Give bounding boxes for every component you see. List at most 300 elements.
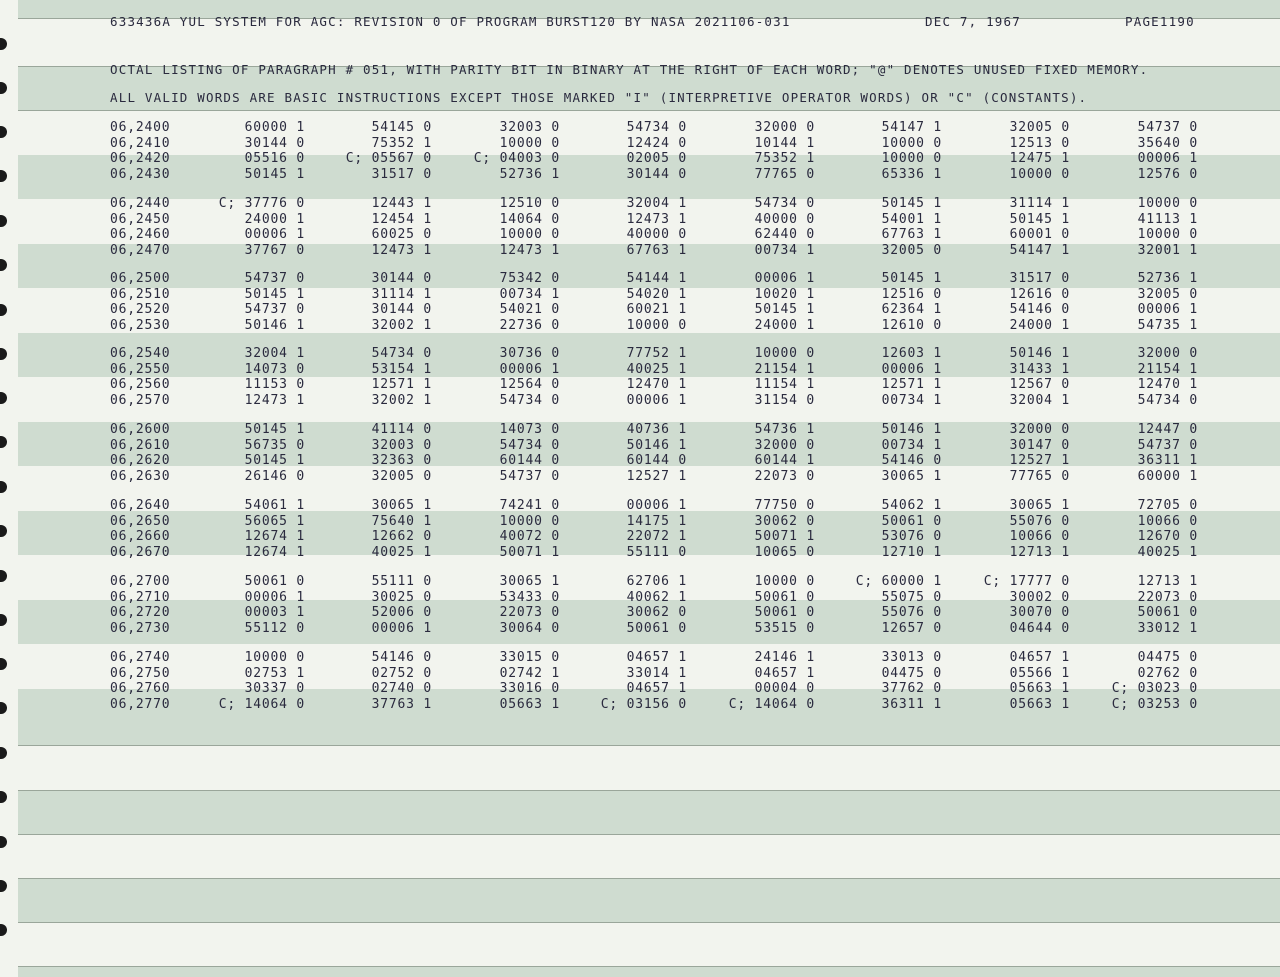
word-cell: 00734 1 (499, 286, 560, 302)
word-cell: 30144 0 (626, 166, 687, 182)
address-cell: 06,2570 (110, 392, 171, 408)
word-cell: 10000 0 (881, 151, 942, 166)
word-cell: 10066 0 (1137, 513, 1198, 529)
word-cell: 54734 0 (371, 346, 432, 361)
word-cell: 55076 0 (881, 605, 942, 620)
word-cell: 02005 0 (626, 151, 687, 166)
listing-row (0, 605, 1280, 621)
word-cell: 32000 0 (1009, 422, 1070, 437)
word-cell: C; 03156 0 (600, 696, 687, 712)
word-cell: 50145 1 (881, 271, 942, 286)
address-cell: 06,2430 (110, 166, 171, 182)
word-cell: 72705 0 (1137, 498, 1198, 513)
address-cell: 06,2550 (110, 361, 171, 377)
word-cell: 31517 0 (1009, 271, 1070, 286)
word-cell: 41114 0 (371, 422, 432, 437)
word-cell: C; 03023 0 (1111, 681, 1198, 696)
word-cell: 11153 0 (244, 377, 305, 392)
address-cell: 06,2530 (110, 317, 171, 333)
word-cell: C; 14064 0 (728, 696, 815, 712)
word-cell: 40072 0 (499, 529, 560, 544)
word-cell: 54737 0 (1137, 437, 1198, 453)
word-cell: 12516 0 (881, 286, 942, 302)
word-cell: 30065 1 (499, 574, 560, 589)
word-cell: 10066 0 (1009, 529, 1070, 544)
word-cell: 32005 0 (1137, 286, 1198, 302)
address-cell: 06,2450 (110, 211, 171, 227)
listing-row (0, 621, 1280, 637)
word-cell: 12567 0 (1009, 377, 1070, 392)
word-cell: 12473 1 (499, 242, 560, 258)
address-cell: 06,2670 (110, 544, 171, 560)
feed-hole (0, 259, 7, 271)
listing-row (0, 650, 1280, 666)
listing-row (0, 469, 1280, 485)
word-cell: 02740 0 (371, 681, 432, 696)
word-cell: 50145 1 (244, 166, 305, 182)
word-cell: 10000 0 (244, 650, 305, 665)
word-cell: 24000 1 (754, 317, 815, 333)
word-cell: 00004 0 (754, 681, 815, 696)
word-cell: 10000 0 (499, 513, 560, 529)
word-cell: 31517 0 (371, 166, 432, 182)
word-cell: 14073 0 (499, 422, 560, 437)
paper-rule (18, 745, 1280, 746)
word-cell: 75640 1 (371, 513, 432, 529)
paper-band (18, 790, 1280, 834)
word-cell: 31114 1 (371, 286, 432, 302)
word-cell: 12564 0 (499, 377, 560, 392)
word-cell: 00734 1 (881, 392, 942, 408)
word-cell: 26146 0 (244, 468, 305, 484)
word-cell: 12447 0 (1137, 422, 1198, 437)
word-cell: 32003 0 (499, 120, 560, 135)
word-cell: 54735 1 (1137, 317, 1198, 333)
address-cell: 06,2730 (110, 620, 171, 636)
listing-title: 633436A YUL SYSTEM FOR AGC: REVISION 0 OF PROGRAM BURST120 BY NASA 2021106-031 (110, 14, 791, 29)
word-cell: 12713 1 (1137, 574, 1198, 589)
word-cell: 50145 1 (244, 422, 305, 437)
word-cell: 54737 0 (499, 468, 560, 484)
word-cell: 54146 0 (1009, 302, 1070, 317)
word-cell: C; 03253 0 (1111, 696, 1198, 712)
feed-hole (0, 924, 7, 936)
word-cell: 50061 0 (626, 620, 687, 636)
word-cell: 10000 0 (499, 135, 560, 151)
word-cell: 11154 1 (754, 377, 815, 392)
word-cell: 50145 1 (881, 196, 942, 211)
listing-row (0, 393, 1280, 409)
word-cell: 30144 0 (371, 302, 432, 317)
word-cell: 05566 1 (1009, 665, 1070, 681)
feed-hole (0, 880, 7, 892)
word-cell: 24000 1 (1009, 317, 1070, 333)
word-cell: 12616 0 (1009, 286, 1070, 302)
word-cell: 50071 1 (499, 544, 560, 560)
word-cell: 37767 0 (244, 242, 305, 258)
word-cell: 10000 0 (754, 346, 815, 361)
address-cell: 06,2720 (110, 605, 171, 620)
word-cell: 77750 0 (754, 498, 815, 513)
word-cell: 60001 0 (1009, 227, 1070, 242)
word-cell: 22072 1 (626, 529, 687, 544)
word-cell: 67763 1 (881, 227, 942, 242)
paper-rule (18, 834, 1280, 835)
word-cell: 30736 0 (499, 346, 560, 361)
word-cell: 10000 0 (499, 227, 560, 242)
word-cell: 32005 0 (881, 242, 942, 258)
listing-row (0, 666, 1280, 682)
listing-row (0, 243, 1280, 259)
word-cell: 50146 1 (881, 422, 942, 437)
word-cell: 60000 1 (244, 120, 305, 135)
listing-row (0, 271, 1280, 287)
word-cell: 00006 1 (626, 392, 687, 408)
word-cell: 32003 0 (371, 437, 432, 453)
word-cell: 31154 0 (754, 392, 815, 408)
word-cell: 30025 0 (371, 589, 432, 605)
word-cell: 12443 1 (371, 196, 432, 211)
word-cell: 54145 0 (371, 120, 432, 135)
word-cell: 54146 0 (371, 650, 432, 665)
paper-rule (18, 790, 1280, 791)
listing-row (0, 681, 1280, 697)
word-cell: C; 60000 1 (855, 574, 942, 589)
word-cell: 14175 1 (626, 513, 687, 529)
word-cell: 04657 1 (1009, 650, 1070, 665)
listing-row (0, 697, 1280, 713)
word-cell: 21154 1 (754, 361, 815, 377)
word-cell: 32005 0 (371, 468, 432, 484)
word-cell: 33014 1 (626, 665, 687, 681)
word-cell: 75352 1 (371, 135, 432, 151)
word-cell: 54001 1 (881, 211, 942, 227)
word-cell: 30062 0 (754, 513, 815, 529)
word-cell: 12610 0 (881, 317, 942, 333)
word-cell: 53154 1 (371, 361, 432, 377)
word-cell: 30147 0 (1009, 437, 1070, 453)
address-cell: 06,2760 (110, 681, 171, 696)
word-cell: 12571 1 (371, 377, 432, 392)
word-cell: 54737 0 (1137, 120, 1198, 135)
word-cell: 14073 0 (244, 361, 305, 377)
word-cell: 12576 0 (1137, 166, 1198, 182)
word-cell: 52736 1 (1137, 271, 1198, 286)
word-cell: 40025 1 (371, 544, 432, 560)
word-cell: 04657 1 (754, 665, 815, 681)
word-cell: 31114 1 (1009, 196, 1070, 211)
word-cell: 22736 0 (499, 317, 560, 333)
word-cell: 54736 1 (754, 422, 815, 437)
address-cell: 06,2700 (110, 574, 171, 589)
word-cell: 54147 1 (1009, 242, 1070, 258)
word-cell: 52006 0 (371, 605, 432, 620)
word-cell: 00006 1 (626, 498, 687, 513)
listing-row (0, 151, 1280, 167)
word-cell: 24146 1 (754, 650, 815, 665)
word-cell: 54737 0 (244, 302, 305, 317)
word-cell: 12527 1 (626, 468, 687, 484)
word-cell: 04475 0 (881, 665, 942, 681)
word-cell: 60144 0 (626, 453, 687, 468)
word-cell: 04657 1 (626, 650, 687, 665)
word-cell: 12470 1 (626, 377, 687, 392)
word-cell: 12713 1 (1009, 544, 1070, 560)
word-cell: 54737 0 (244, 271, 305, 286)
word-cell: 24000 1 (244, 211, 305, 227)
word-cell: 50071 1 (754, 529, 815, 544)
address-cell: 06,2510 (110, 286, 171, 302)
word-cell: 77752 1 (626, 346, 687, 361)
word-cell: 54734 0 (499, 392, 560, 408)
word-cell: 04644 0 (1009, 620, 1070, 636)
word-cell: 50061 0 (881, 513, 942, 529)
word-cell: 75342 0 (499, 271, 560, 286)
word-cell: 50146 1 (244, 317, 305, 333)
word-cell: 62440 0 (754, 227, 815, 242)
word-cell: 12571 1 (881, 377, 942, 392)
word-cell: 30065 1 (1009, 498, 1070, 513)
word-cell: 32001 1 (1137, 242, 1198, 258)
word-cell: 31433 1 (1009, 361, 1070, 377)
listing-row (0, 167, 1280, 183)
word-cell: 05663 1 (1009, 681, 1070, 696)
word-cell: 55076 0 (1009, 513, 1070, 529)
listing-row (0, 377, 1280, 393)
word-cell: 12674 1 (244, 544, 305, 560)
word-cell: 53076 0 (881, 529, 942, 544)
word-cell: 54146 0 (881, 453, 942, 468)
word-cell: 12424 0 (626, 135, 687, 151)
word-cell: 30062 0 (626, 605, 687, 620)
word-cell: C; 17777 0 (983, 574, 1070, 589)
word-cell: 32000 0 (754, 437, 815, 453)
word-cell: 14064 0 (499, 211, 560, 227)
paper-rule (18, 922, 1280, 923)
word-cell: 60144 1 (754, 453, 815, 468)
word-cell: 00006 1 (499, 361, 560, 377)
word-cell: 54734 0 (626, 120, 687, 135)
word-cell: C; 05567 0 (345, 151, 432, 166)
listing-row (0, 212, 1280, 228)
word-cell: 40000 0 (626, 227, 687, 242)
listing-row (0, 136, 1280, 152)
listing-row (0, 574, 1280, 590)
listing-row (0, 318, 1280, 334)
word-cell: 00006 1 (371, 620, 432, 636)
word-cell: 75352 1 (754, 151, 815, 166)
word-cell: 32004 1 (626, 196, 687, 211)
listing-row (0, 120, 1280, 136)
word-cell: 02753 1 (244, 665, 305, 681)
word-cell: 30144 0 (244, 135, 305, 151)
word-cell: 00006 1 (244, 589, 305, 605)
word-cell: 30144 0 (371, 271, 432, 286)
word-cell: 12603 1 (881, 346, 942, 361)
word-cell: 54021 0 (499, 302, 560, 317)
word-cell: 56735 0 (244, 437, 305, 453)
word-cell: 32002 1 (371, 317, 432, 333)
address-cell: 06,2710 (110, 589, 171, 605)
word-cell: 62706 1 (626, 574, 687, 589)
description-line-1: OCTAL LISTING OF PARAGRAPH # 051, WITH PARITY BIT IN BINARY AT THE RIGHT OF EACH WORD; "@" DENOTES UNUSED FIXED MEMORY. (110, 62, 1149, 77)
paper-rule (18, 966, 1280, 967)
word-cell: 30065 1 (881, 468, 942, 484)
paper-band (18, 878, 1280, 922)
word-cell: 55112 0 (244, 620, 305, 636)
word-cell: 05663 1 (1009, 696, 1070, 712)
feed-hole (0, 791, 7, 803)
word-cell: 54734 0 (499, 437, 560, 453)
word-cell: 32000 0 (1137, 346, 1198, 361)
page-number: PAGE1190 (1125, 14, 1195, 29)
word-cell: 53433 0 (499, 589, 560, 605)
address-cell: 06,2650 (110, 513, 171, 529)
word-cell: 12674 1 (244, 529, 305, 544)
feed-hole (0, 82, 7, 94)
word-cell: 12473 1 (626, 211, 687, 227)
word-cell: 54734 0 (1137, 392, 1198, 408)
word-cell: 12473 1 (371, 242, 432, 258)
address-cell: 06,2560 (110, 377, 171, 392)
word-cell: 50146 1 (1009, 346, 1070, 361)
listing-row (0, 529, 1280, 545)
word-cell: 37763 1 (371, 696, 432, 712)
word-cell: 55075 0 (881, 589, 942, 605)
word-cell: 40025 1 (1137, 544, 1198, 560)
word-cell: 52736 1 (499, 166, 560, 182)
description-line-2: ALL VALID WORDS ARE BASIC INSTRUCTIONS EXCEPT THOSE MARKED "I" (INTERPRETIVE OPERATOR WORDS) OR "C" (CONSTANTS). (110, 90, 1088, 105)
word-cell: 56065 1 (244, 513, 305, 529)
word-cell: 32002 1 (371, 392, 432, 408)
feed-hole (0, 38, 7, 50)
word-cell: 33016 0 (499, 681, 560, 696)
word-cell: 60021 1 (626, 302, 687, 317)
word-cell: 30337 0 (244, 681, 305, 696)
address-cell: 06,2400 (110, 120, 171, 135)
word-cell: 60144 0 (499, 453, 560, 468)
word-cell: 37762 0 (881, 681, 942, 696)
listing-row (0, 514, 1280, 530)
word-cell: C; 37776 0 (218, 196, 305, 211)
word-cell: 10000 0 (881, 135, 942, 151)
word-cell: 60000 1 (1137, 468, 1198, 484)
word-cell: 05663 1 (499, 696, 560, 712)
address-cell: 06,2460 (110, 227, 171, 242)
word-cell: C; 04003 0 (473, 151, 560, 166)
word-cell: 30070 0 (1009, 605, 1070, 620)
word-cell: 74241 0 (499, 498, 560, 513)
word-cell: 30002 0 (1009, 589, 1070, 605)
word-cell: 12662 0 (371, 529, 432, 544)
word-cell: 00003 1 (244, 605, 305, 620)
word-cell: 00006 1 (881, 361, 942, 377)
word-cell: 40062 1 (626, 589, 687, 605)
word-cell: 12454 1 (371, 211, 432, 227)
word-cell: 50145 1 (754, 302, 815, 317)
word-cell: 77765 0 (1009, 468, 1070, 484)
word-cell: 60025 0 (371, 227, 432, 242)
listing-row (0, 346, 1280, 362)
word-cell: 32004 1 (1009, 392, 1070, 408)
word-cell: C; 14064 0 (218, 696, 305, 712)
listing-row (0, 498, 1280, 514)
feed-hole (0, 747, 7, 759)
word-cell: 00006 1 (244, 227, 305, 242)
word-cell: 00006 1 (1137, 302, 1198, 317)
word-cell: 54020 1 (626, 286, 687, 302)
word-cell: 21154 1 (1137, 361, 1198, 377)
word-cell: 32004 1 (244, 346, 305, 361)
word-cell: 50061 0 (754, 605, 815, 620)
word-cell: 00734 1 (881, 437, 942, 453)
listing-row (0, 590, 1280, 606)
word-cell: 50146 1 (626, 437, 687, 453)
word-cell: 10000 0 (626, 317, 687, 333)
word-cell: 54147 1 (881, 120, 942, 135)
word-cell: 12710 1 (881, 544, 942, 560)
word-cell: 12527 1 (1009, 453, 1070, 468)
word-cell: 05516 0 (244, 151, 305, 166)
word-cell: 53515 0 (754, 620, 815, 636)
word-cell: 40736 1 (626, 422, 687, 437)
address-cell: 06,2770 (110, 696, 171, 712)
word-cell: 50145 1 (244, 453, 305, 468)
word-cell: 54734 0 (754, 196, 815, 211)
word-cell: 35640 0 (1137, 135, 1198, 151)
word-cell: 36311 1 (1137, 453, 1198, 468)
address-cell: 06,2660 (110, 529, 171, 544)
address-cell: 06,2630 (110, 468, 171, 484)
address-cell: 06,2610 (110, 437, 171, 453)
word-cell: 22073 0 (754, 468, 815, 484)
address-cell: 06,2750 (110, 665, 171, 681)
address-cell: 06,2640 (110, 498, 171, 513)
word-cell: 67763 1 (626, 242, 687, 258)
address-cell: 06,2500 (110, 271, 171, 286)
word-cell: 55111 0 (371, 574, 432, 589)
word-cell: 12470 1 (1137, 377, 1198, 392)
word-cell: 32363 0 (371, 453, 432, 468)
word-cell: 54062 1 (881, 498, 942, 513)
address-cell: 06,2600 (110, 422, 171, 437)
address-cell: 06,2440 (110, 196, 171, 211)
listing-date: DEC 7, 1967 (925, 14, 1021, 29)
word-cell: 54061 1 (244, 498, 305, 513)
word-cell: 10144 1 (754, 135, 815, 151)
word-cell: 36311 1 (881, 696, 942, 712)
word-cell: 10000 0 (754, 574, 815, 589)
word-cell: 02752 0 (371, 665, 432, 681)
word-cell: 33013 0 (881, 650, 942, 665)
word-cell: 00734 1 (754, 242, 815, 258)
word-cell: 02762 0 (1137, 665, 1198, 681)
word-cell: 40000 0 (754, 211, 815, 227)
word-cell: 22073 0 (1137, 589, 1198, 605)
word-cell: 04657 1 (626, 681, 687, 696)
address-cell: 06,2540 (110, 346, 171, 361)
word-cell: 10000 0 (1009, 166, 1070, 182)
address-cell: 06,2520 (110, 302, 171, 317)
address-cell: 06,2470 (110, 242, 171, 258)
listing-row (0, 227, 1280, 243)
word-cell: 32000 0 (754, 120, 815, 135)
word-cell: 04475 0 (1137, 650, 1198, 665)
word-cell: 50145 1 (244, 286, 305, 302)
word-cell: 33012 1 (1137, 620, 1198, 636)
paper-band (18, 966, 1280, 977)
listing-row (0, 422, 1280, 438)
